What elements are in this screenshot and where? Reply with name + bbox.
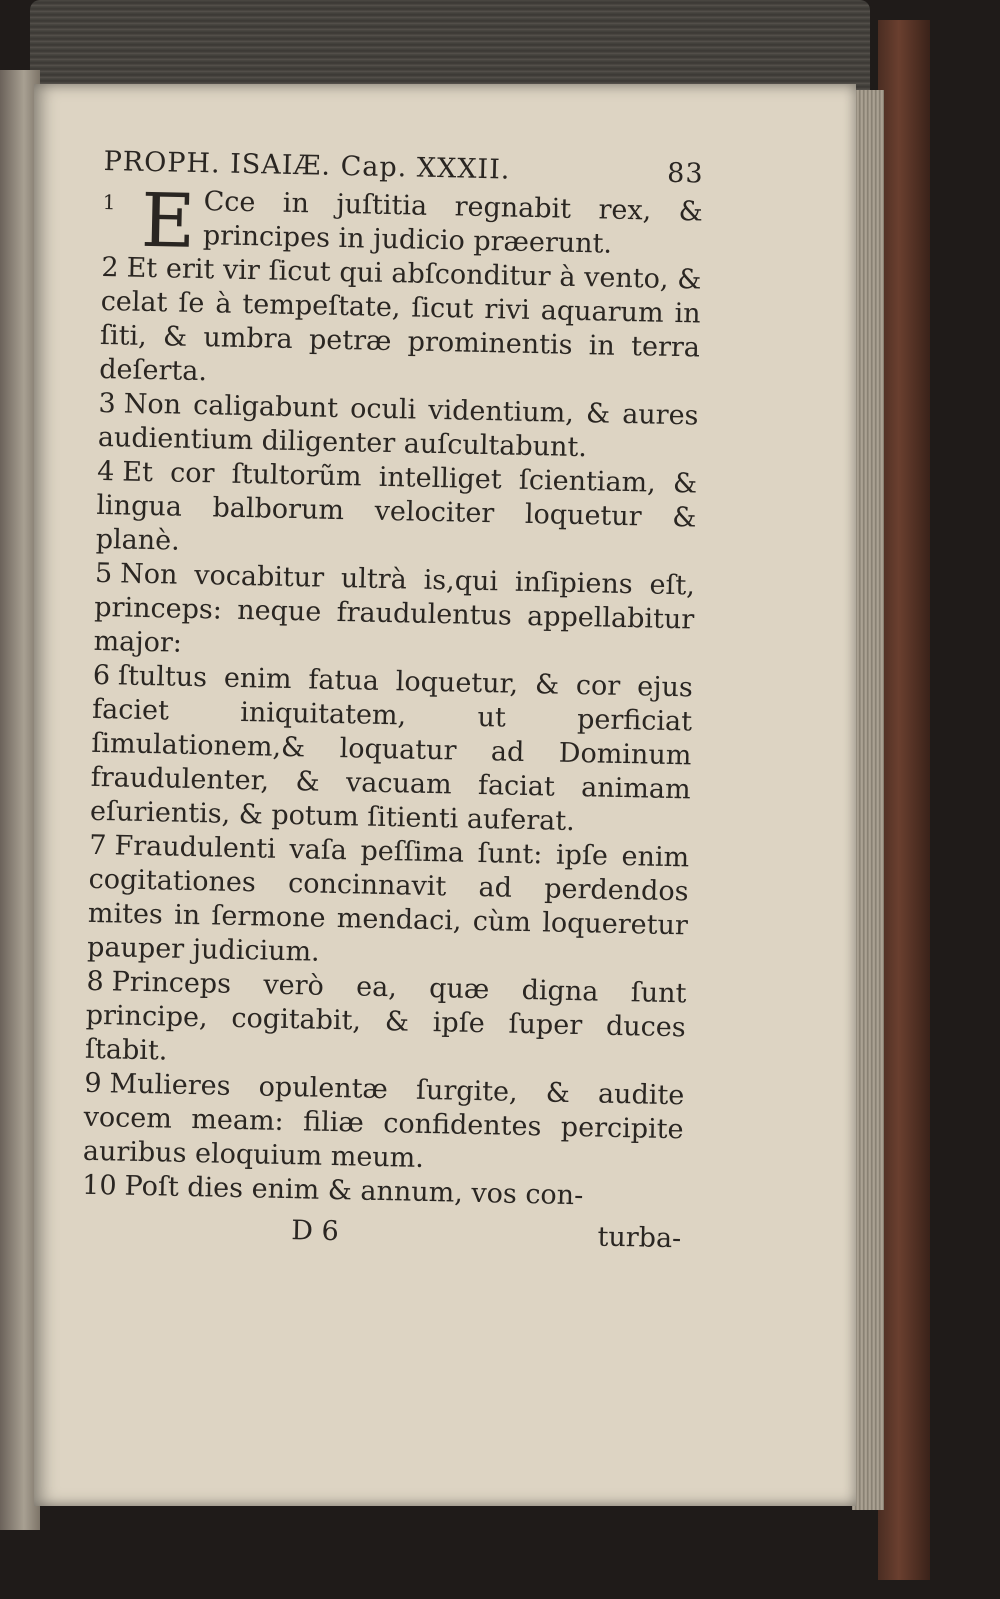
verse-text: Et cor ſtultorũm intelliget ſcientiam, & lingua balborum velociter loquetur & planè. <box>95 456 698 557</box>
page-fore-edge <box>852 90 884 1510</box>
verse-text: Non vocabitur ultrà is,qui inſipiens eſt, princeps: neque fraudulentus appellabitur major: <box>93 558 696 659</box>
verse-number: 6 <box>92 659 111 692</box>
catchword: turba- <box>597 1221 682 1255</box>
verse-2 <box>99 251 702 400</box>
book-page <box>34 84 856 1506</box>
verse-text: Poſt dies enim & annum, vos con- <box>124 1170 584 1212</box>
signature-mark: D 6 <box>291 1215 340 1248</box>
verse-4 <box>95 455 697 570</box>
verse-number: 3 <box>98 387 117 420</box>
running-title: PROPH. ISAIÆ. Cap. XXXII. <box>103 146 511 186</box>
verse-1 <box>102 177 704 265</box>
verse-number: 2 <box>101 251 119 284</box>
verse-5 <box>93 557 695 672</box>
verse-text: Mulieres opulentæ ſurgite, & audite vocem meam: filiæ confidentes percipite auribus eloquium meum. <box>82 1068 685 1174</box>
verse-3 <box>98 387 699 468</box>
verse-text: Non caligabunt oculi videntium, & aures audientium diligenter auſcultabunt. <box>97 388 699 464</box>
verse-9 <box>83 1067 685 1182</box>
verse-number: 8 <box>86 965 105 998</box>
verse-text: Cce in juſtitia regnabit rex, & principes in judicio præerunt. <box>202 186 704 260</box>
text-block <box>81 146 704 1254</box>
page-number: 83 <box>666 157 704 190</box>
verse-text: Et erit vir ſicut qui abſconditur à vento, & celat ſe à tempeſtate, ſicut rivi aquarum in ſiti, & umbra petræ prominentis in terra deſerta. <box>98 252 702 388</box>
verse-number: 4 <box>96 455 115 488</box>
verse-6 <box>90 659 693 842</box>
verse-number: 10 <box>81 1169 117 1202</box>
verse-number: 9 <box>84 1067 102 1100</box>
verse-number: 5 <box>94 557 113 590</box>
verse-text: Princeps verò ea, quæ digna ſunt principe, cogitabit, & ipſe ſuper duces ſtabit. <box>84 966 687 1067</box>
page-footer <box>81 1211 682 1255</box>
verse-text: Fraudulenti vaſa peſſima ſunt: ipſe enim cogitationes concinnavit ad perdendos mites in ſermone mendaci, cùm loqueretur pauper judicium. <box>86 830 690 968</box>
verse-number: 1 <box>102 189 116 215</box>
verse-8 <box>85 965 687 1080</box>
book-cover <box>878 20 930 1580</box>
verse-text: ſtultus enim fatua loquetur, & cor ejus faciet iniquitatem, ut perficiat ſimulationem,& loquatur ad Dominum fraudulenter, & vacuam faciat animam eſurientis, & potum ſitienti auferat. <box>89 660 694 838</box>
verse-7 <box>87 829 690 978</box>
drop-cap: E <box>140 177 197 265</box>
verse-number: 7 <box>89 829 107 862</box>
